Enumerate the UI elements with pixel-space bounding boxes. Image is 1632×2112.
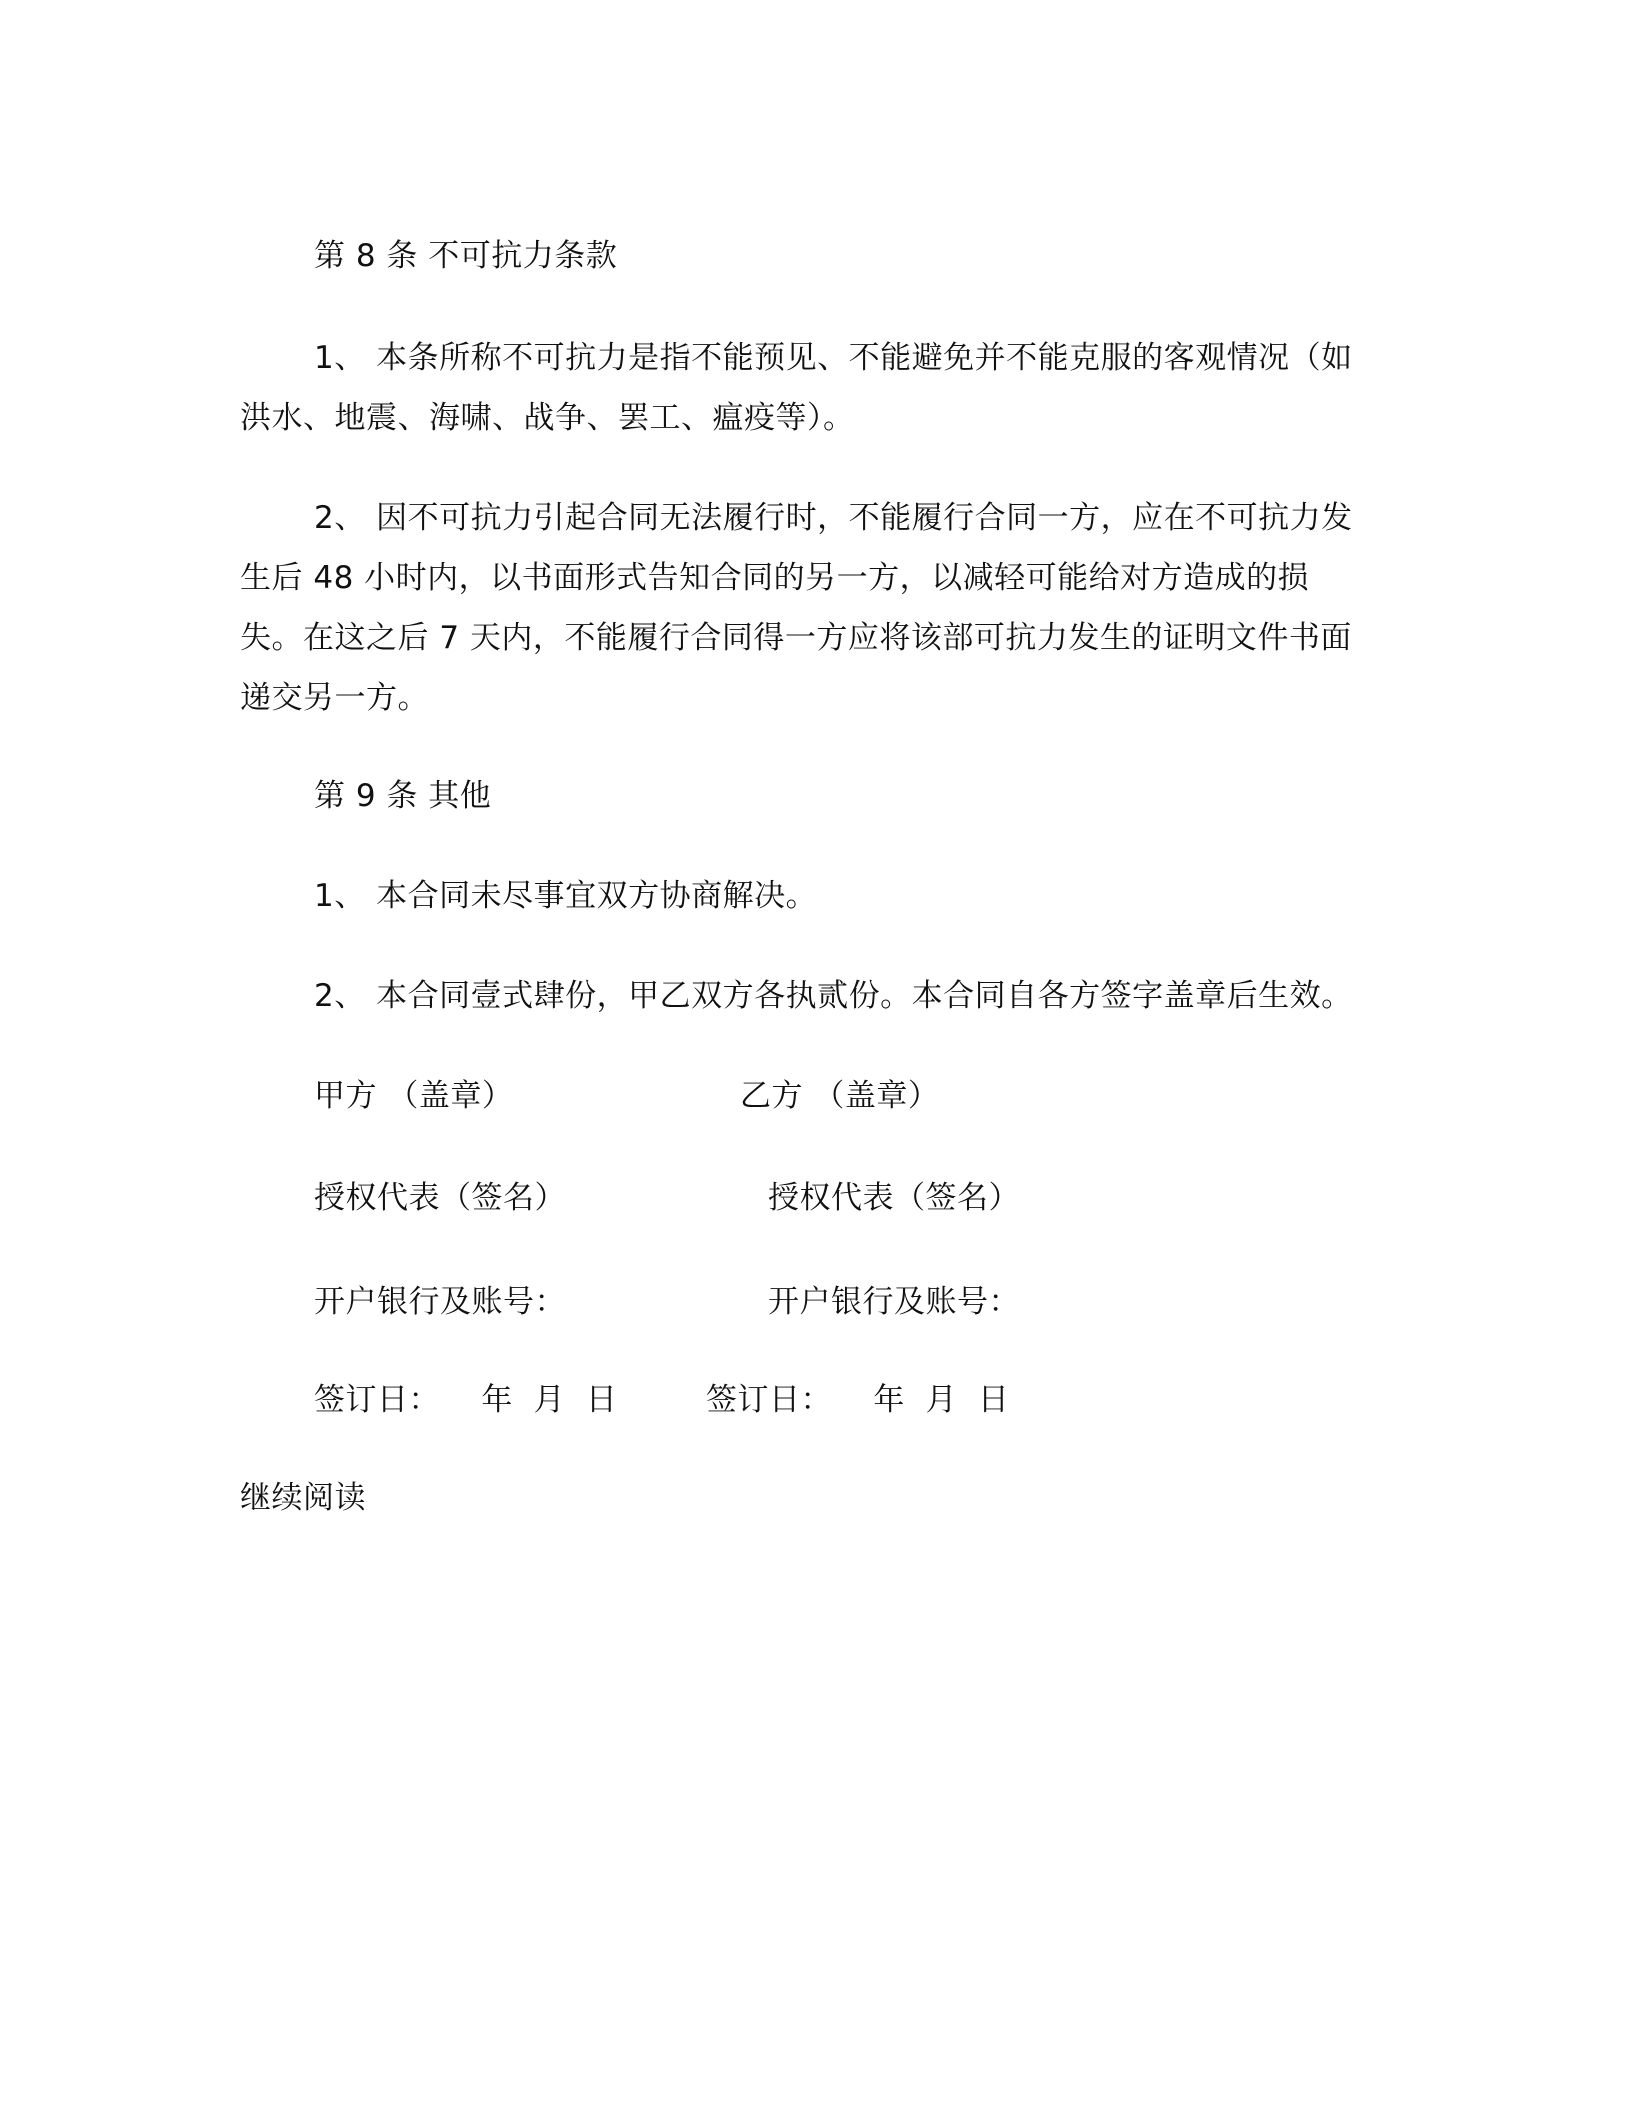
- party-b-bank-label: 开户银行及账号：: [768, 1284, 1020, 1320]
- party-a-rep-label: 授权代表（签名）: [314, 1180, 566, 1216]
- article-8-item-1: 1、 本条所称不可抗力是指不能预见、不能避免并不能克服的客观情况（如洪水、地震、海啸、战争、罢工、瘟疫等）。: [240, 340, 1353, 436]
- continue-reading-link[interactable]: 继续阅读: [240, 1480, 366, 1516]
- article-8-heading: 第 8 条 不可抗力条款: [314, 238, 618, 274]
- party-b-rep-label: 授权代表（签名）: [768, 1180, 1020, 1216]
- party-a-date-label: 签订日： 年 月 日: [314, 1382, 618, 1418]
- party-b-date-label: 签订日： 年 月 日: [706, 1382, 1010, 1418]
- article-9-heading: 第 9 条 其他: [314, 778, 492, 814]
- party-a-seal-label: 甲方 （盖章）: [314, 1078, 514, 1114]
- article-9-item-1: 1、 本合同未尽事宜双方协商解决。: [314, 878, 818, 914]
- party-b-seal-label: 乙方 （盖章）: [740, 1078, 940, 1114]
- article-8-item-2: 2、 因不可抗力引起合同无法履行时，不能履行合同一方，应在不可抗力发生后 48 小时内，以书面形式告知合同的另一方，以减轻可能给对方造成的损失。在这之后 7 天内，不能履行合同得一方应将该部可抗力发生的证明文件书面递交另一方。: [240, 500, 1353, 716]
- party-a-bank-label: 开户银行及账号：: [314, 1284, 566, 1320]
- article-9-item-2: 2、 本合同壹式肆份，甲乙双方各执贰份。本合同自各方签字盖章后生效。: [314, 978, 1353, 1014]
